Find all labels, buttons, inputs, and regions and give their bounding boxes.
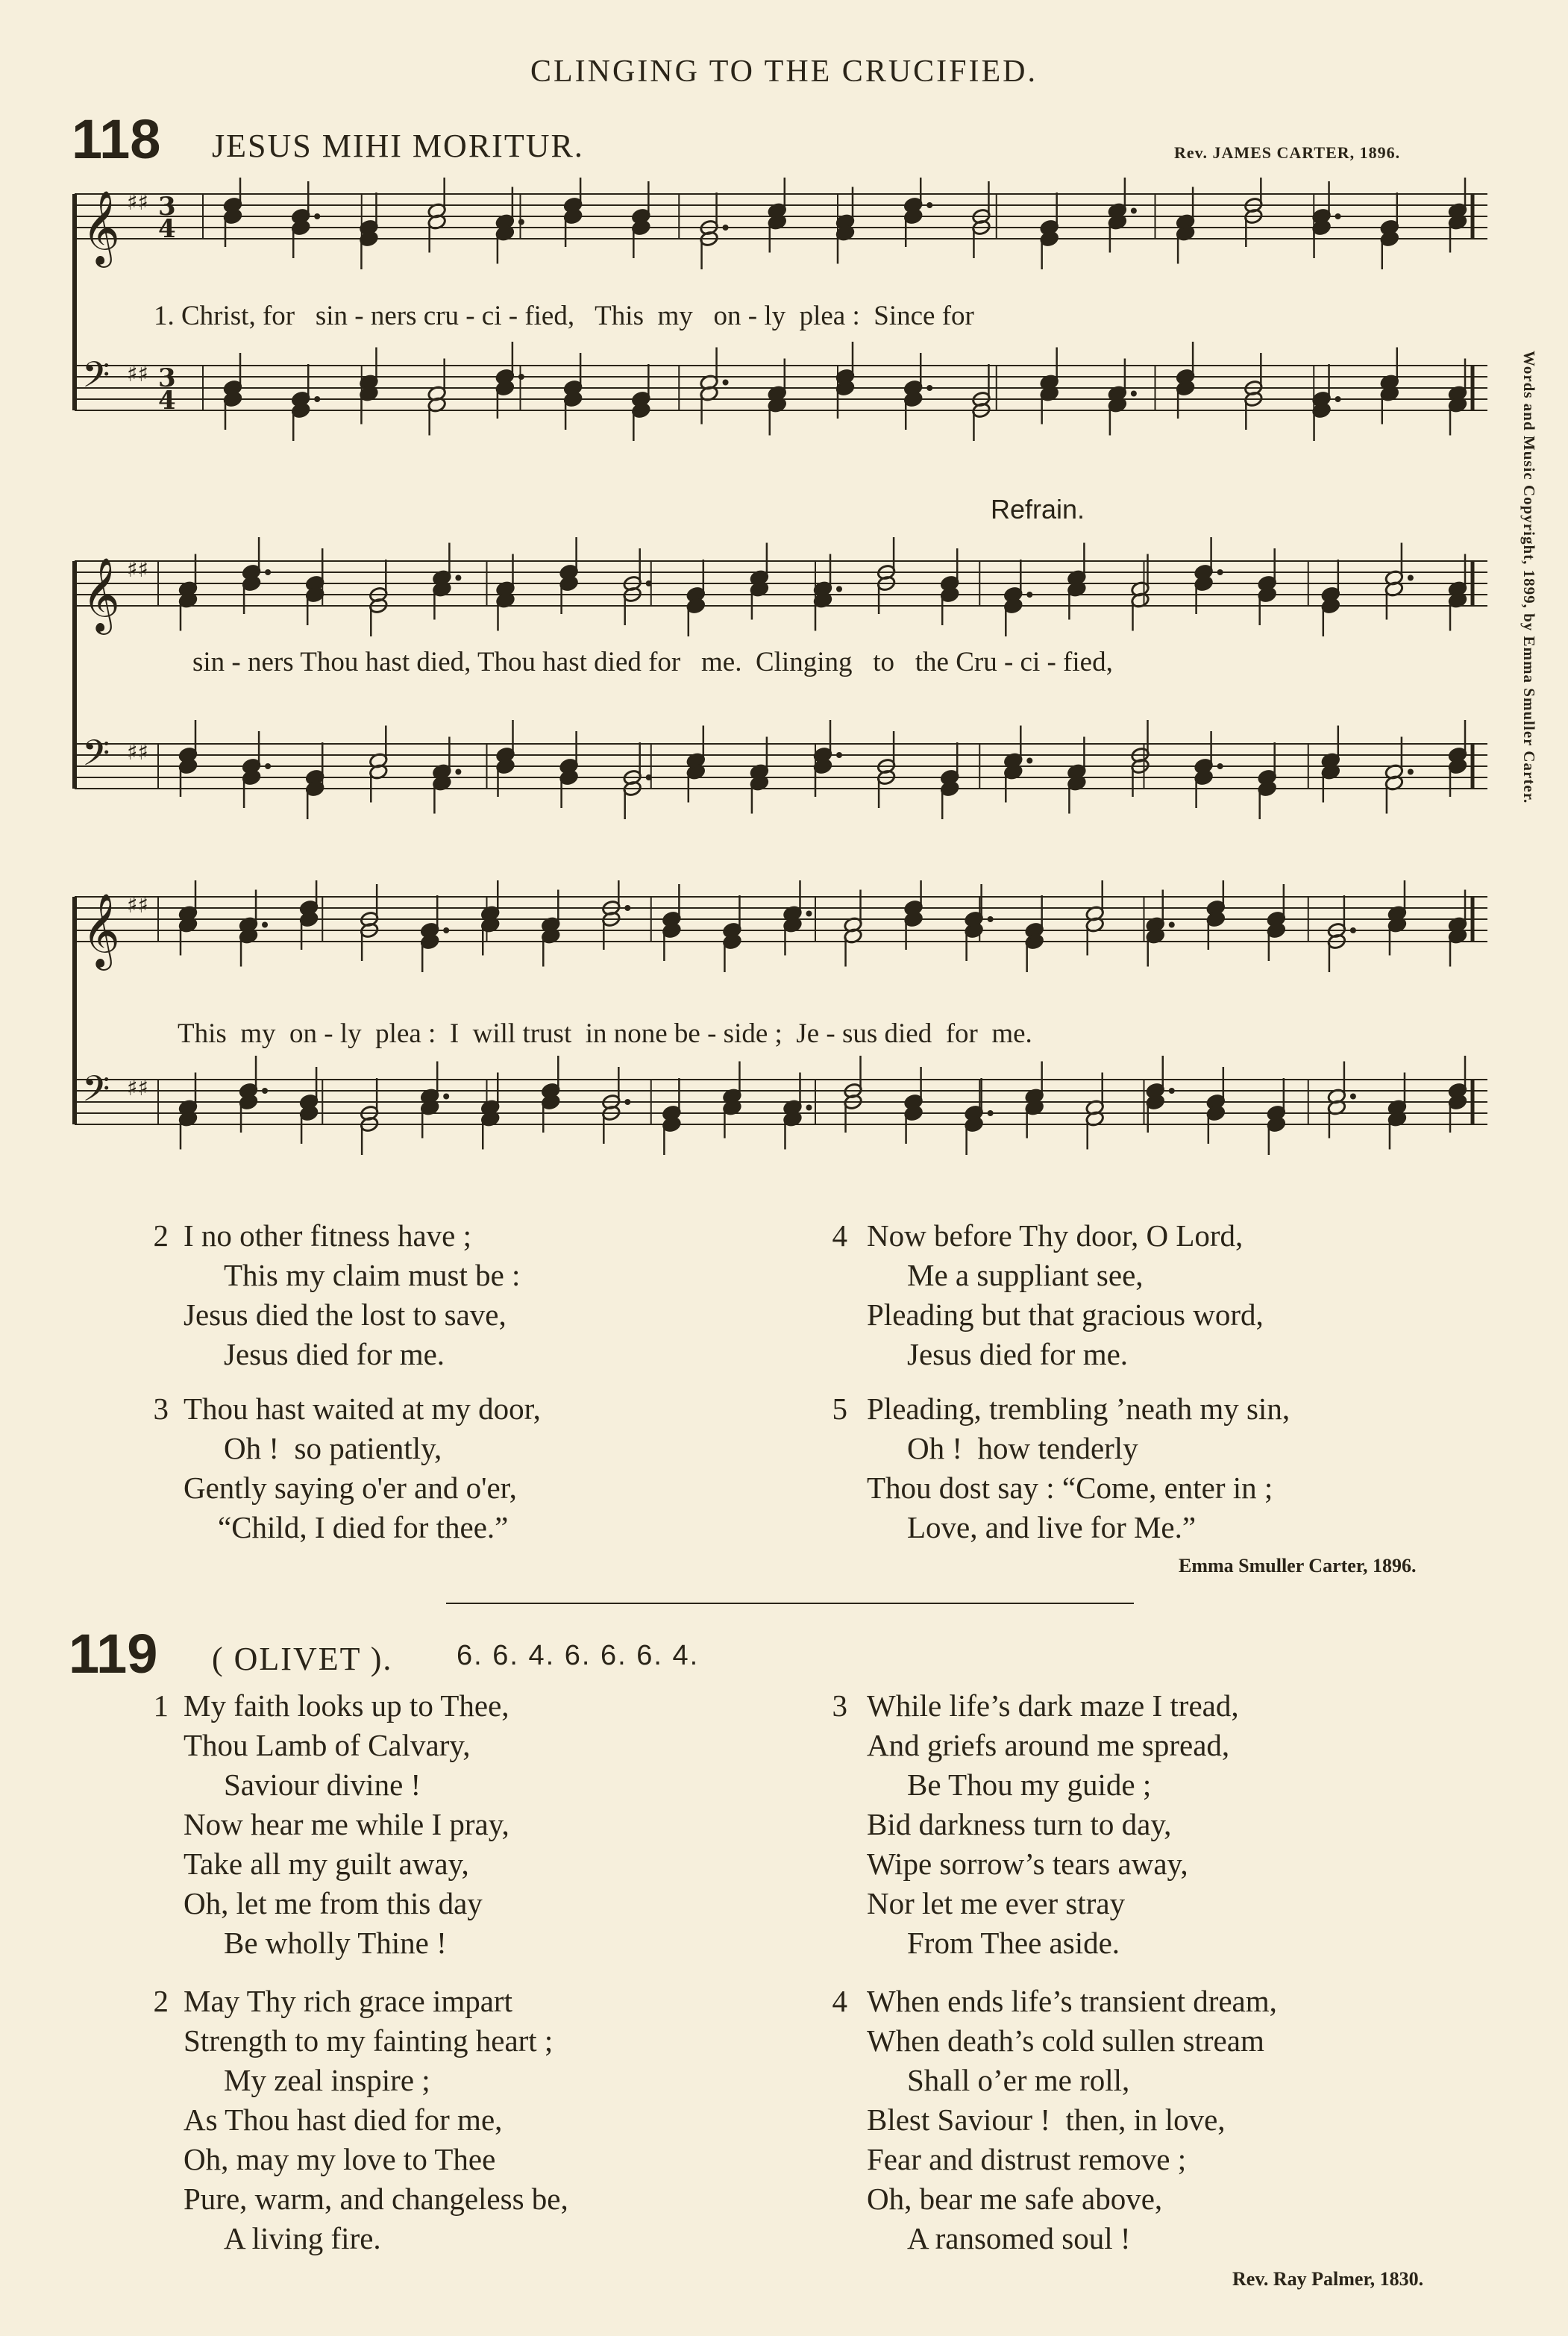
stanza-line: A living fire. [224, 2221, 381, 2255]
stanza-line: Jesus died for me. [224, 1337, 445, 1371]
music-staff-system-2 [69, 515, 1499, 865]
music-system-2 [69, 515, 1499, 865]
dot [1217, 763, 1223, 769]
dot [926, 202, 932, 208]
lyrics-system-2: sin - ners Thou hast died, Thou hast died for me. Clinging to the Cru - ci - fied, [192, 647, 1113, 677]
stanza-number: 3 [832, 1688, 847, 1723]
dot [624, 1099, 630, 1105]
stanza-line: Strength to my fainting heart ; [184, 2023, 553, 2058]
stanza-line: Oh ! how tenderly [907, 1431, 1138, 1465]
dot [926, 385, 932, 391]
key-signature-sharps: ♯♯ [127, 1075, 149, 1101]
running-head: CLINGING TO THE CRUCIFIED. [530, 54, 1038, 89]
dot [1217, 569, 1223, 575]
copyright-note: Words and Music Copyright, 1899, by Emma Smuller Carter. [1520, 351, 1538, 804]
stanza-line: Pure, warm, and changeless be, [184, 2182, 568, 2216]
section-divider [446, 1603, 1134, 1604]
lyrics-system-3: This my on - ly plea : I will trust in none be - side ; Je - sus died for me. [178, 1018, 1032, 1049]
hymn-119-stanza-2 [146, 1982, 818, 2258]
dot [723, 225, 729, 231]
dot [1169, 922, 1175, 928]
stanza-line: Take all my guilt away, [184, 1847, 469, 1881]
bass-clef-icon: 𝄢 [82, 732, 110, 783]
dot [1131, 208, 1137, 214]
stanza-line: My zeal inspire ; [224, 2063, 430, 2097]
stanza-number: 5 [832, 1391, 847, 1426]
key-signature-sharps: ♯♯ [127, 557, 149, 583]
dot [646, 774, 652, 780]
dot [455, 769, 461, 775]
stanza-line: Pleading but that gracious word, [867, 1297, 1264, 1332]
stanza-line: When death’s cold sullen stream [867, 2023, 1264, 2058]
stanza-line: Saviour divine ! [224, 1767, 421, 1802]
stanza-line: Love, and live for Me.” [907, 1510, 1197, 1544]
stanza-line: As Thou hast died for me, [184, 2102, 503, 2137]
treble-clef-icon: 𝄞 [82, 557, 120, 632]
stanza-line: Now hear me while I pray, [184, 1807, 509, 1841]
hymn-118-title: JESUS MIHI MORITUR. [212, 128, 584, 164]
stanza-line: And griefs around me spread, [867, 1728, 1230, 1762]
stanza-line: Oh, bear me safe above, [867, 2182, 1163, 2216]
stanza-number: 3 [153, 1391, 169, 1426]
hymn-119-stanza-1 [146, 1686, 818, 1963]
refrain-label: Refrain. [991, 494, 1085, 524]
hymn-119-tune: ( OLIVET ). [212, 1641, 393, 1677]
dot [836, 586, 842, 592]
stanza-line: Fear and distrust remove ; [867, 2142, 1187, 2176]
stanza-line: May Thy rich grace impart [184, 1984, 512, 2018]
hymn-118-stanza-2 [146, 1216, 818, 1374]
hymn-118-stanza-3 [146, 1389, 818, 1547]
stanza-line: Wipe sorrow’s tears away, [867, 1847, 1188, 1881]
stanza-line: When ends life’s transient dream, [867, 1984, 1277, 2018]
stanza-number: 4 [832, 1984, 847, 2018]
stanza-line: Thou dost say : “Come, enter in ; [867, 1471, 1273, 1505]
stanza-number: 4 [832, 1218, 847, 1253]
hymn-119-attribution: Rev. Ray Palmer, 1830. [1232, 2268, 1424, 2290]
key-signature-sharps: ♯♯ [127, 892, 149, 918]
hymn-118-composer: Rev. JAMES CARTER, 1896. [1174, 143, 1401, 162]
dot [265, 763, 271, 769]
hymn-119-meter: 6. 6. 4. 6. 6. 6. 4. [457, 1640, 700, 1671]
dot [443, 1094, 449, 1100]
dot [314, 396, 320, 402]
stanza-line: Jesus died the lost to save, [184, 1297, 507, 1332]
dot [1026, 592, 1032, 598]
lyrics-system-1: 1. Christ, for sin - ners cru - ci - fied, This my on - ly plea : Since for [154, 301, 974, 331]
dot [1335, 213, 1341, 219]
key-signature-sharps: ♯♯ [127, 361, 149, 387]
treble-clef-icon: 𝄞 [82, 190, 120, 265]
stanza-number: 1 [153, 1688, 169, 1723]
stanza-line: Oh ! so patiently, [224, 1431, 442, 1465]
dot [806, 911, 812, 917]
dot [1335, 396, 1341, 402]
stanza-line: Nor let me ever stray [867, 1886, 1126, 1920]
key-signature-sharps: ♯♯ [127, 739, 149, 765]
time-signature-top: 3 [158, 363, 176, 393]
dot [1350, 927, 1356, 933]
dot [988, 1110, 994, 1116]
stanza-line: Oh, may my love to Thee [184, 2142, 496, 2176]
stanza-line: Shall o’er me roll, [907, 2063, 1130, 2097]
dot [836, 752, 842, 758]
stanza-line: From Thee aside. [907, 1926, 1120, 1960]
dot [518, 219, 524, 225]
hymn-118-attribution: Emma Smuller Carter, 1896. [1179, 1555, 1417, 1576]
dot [1408, 769, 1414, 775]
time-signature-bottom: 4 [158, 214, 176, 244]
dot [1131, 391, 1137, 397]
stanza-line: While life’s dark maze I tread, [867, 1688, 1239, 1723]
dot [646, 580, 652, 586]
treble-clef-icon: 𝄞 [82, 893, 120, 968]
stanza-line: Pleading, trembling ’neath my sin, [867, 1391, 1291, 1426]
dot [265, 569, 271, 575]
time-signature-bottom: 4 [158, 386, 176, 416]
dot [1408, 575, 1414, 581]
dot [1350, 1094, 1356, 1100]
hymn-119-stanza-3 [825, 1686, 1496, 1963]
dot [455, 575, 461, 581]
stanza-line: My faith looks up to Thee, [184, 1688, 509, 1723]
dot [314, 213, 320, 219]
stanza-line: Oh, let me from this day [184, 1886, 483, 1920]
dot [624, 905, 630, 911]
time-signature-top: 3 [158, 192, 176, 222]
dot [806, 1105, 812, 1111]
stanza-line: This my claim must be : [224, 1258, 521, 1292]
stanza-line: Blest Saviour ! then, in love, [867, 2102, 1226, 2137]
stanza-line: A ransomed soul ! [907, 2221, 1131, 2255]
hymn-119-number: 119 [69, 1623, 158, 1685]
dot [988, 916, 994, 922]
stanza-line: Be wholly Thine ! [224, 1926, 447, 1960]
stanza-line: Thou Lamb of Calvary, [184, 1728, 471, 1762]
stanza-line: Now before Thy door, O Lord, [867, 1218, 1244, 1253]
stanza-line: Gently saying o'er and o'er, [184, 1471, 517, 1505]
bass-clef-icon: 𝄢 [82, 1068, 110, 1118]
dot [262, 922, 268, 928]
dot [518, 374, 524, 380]
dot [262, 1088, 268, 1094]
stanza-line: Bid darkness turn to day, [867, 1807, 1172, 1841]
dot [443, 927, 449, 933]
hymn-118-stanza-5 [825, 1389, 1496, 1547]
hymn-118-stanza-4 [825, 1216, 1496, 1374]
key-signature-sharps: ♯♯ [127, 190, 149, 216]
stanza-line: Jesus died for me. [907, 1337, 1129, 1371]
stanza-line: “Child, I died for thee.” [218, 1510, 509, 1544]
stanza-number: 2 [153, 1218, 169, 1253]
stanza-line: Be Thou my guide ; [907, 1767, 1152, 1802]
stanza-number: 2 [153, 1984, 169, 2018]
dot [1169, 1088, 1175, 1094]
hymn-119-stanza-4 [825, 1982, 1496, 2258]
dot [723, 380, 729, 386]
stanza-line: I no other fitness have ; [184, 1218, 471, 1253]
hymn-118-number: 118 [72, 108, 161, 170]
stanza-line: Me a suppliant see, [907, 1258, 1144, 1292]
dot [1026, 758, 1032, 764]
bass-clef-icon: 𝄢 [82, 354, 110, 404]
stanza-line: Thou hast waited at my door, [184, 1391, 541, 1426]
